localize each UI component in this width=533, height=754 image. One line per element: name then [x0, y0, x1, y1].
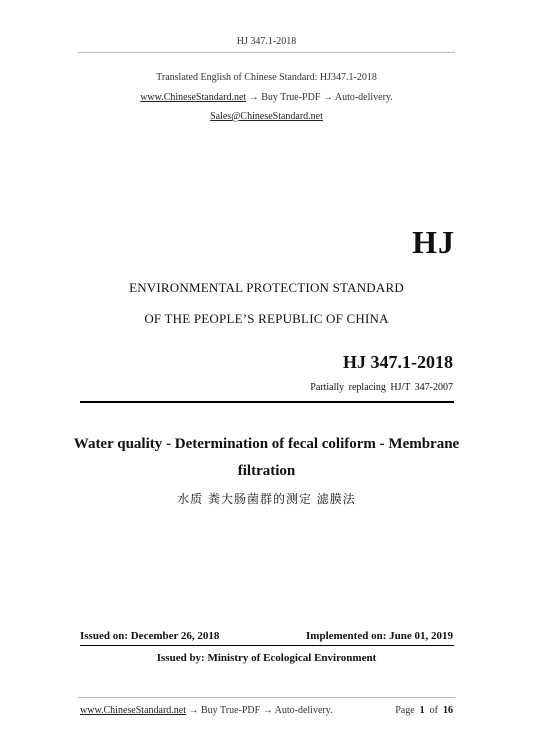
dates-divider: [80, 645, 454, 646]
footer-purchase: [80, 705, 333, 716]
running-header: HJ 347.1-2018: [236, 36, 297, 47]
title-line2: filtration: [237, 463, 296, 479]
standard-number: HJ 347.1-2018: [343, 352, 453, 372]
purchase-text: → Buy True-PDF → Auto-delivery.: [246, 92, 393, 103]
footer-divider: [78, 697, 455, 698]
issued-by: Issued by: Ministry of Ecological Environment: [156, 652, 377, 664]
header-divider: [78, 52, 455, 53]
implemented-date: Implemented on: June 01, 2019: [306, 630, 453, 642]
title-line1: Water quality - Determination of fecal coliform - Membrane: [73, 436, 460, 452]
site-link[interactable]: www.ChineseStandard.net: [140, 92, 247, 103]
issued-date: Issued on: December 26, 2018: [80, 630, 220, 642]
purchase-notice: [0, 92, 533, 103]
footer-site-link[interactable]: www.ChineseStandard.net: [80, 705, 186, 716]
hj-logo: HJ: [412, 224, 455, 260]
page-indicator: [395, 705, 453, 716]
page-label: Page: [395, 705, 415, 716]
translation-notice: Translated English of Chinese Standard: HJ347.1-2018: [156, 72, 377, 83]
page-total: 16: [443, 705, 453, 716]
page-current: 1: [419, 705, 425, 716]
chinese-title: 水质 粪大肠菌群的测定 滤膜法: [177, 492, 356, 506]
email-line: [0, 111, 533, 122]
replacing-note: Partially replacing HJ/T 347-2007: [310, 382, 453, 393]
page-of: of: [429, 705, 438, 716]
standard-type-line1: ENVIRONMENTAL PROTECTION STANDARD: [129, 280, 404, 295]
standard-divider: [80, 401, 454, 403]
email-link[interactable]: Sales@ChineseStandard.net: [210, 111, 323, 122]
standard-type-line2: OF THE PEOPLE’S REPUBLIC OF CHINA: [144, 311, 389, 326]
footer-purchase-text: → Buy True-PDF → Auto-delivery.: [186, 705, 333, 716]
